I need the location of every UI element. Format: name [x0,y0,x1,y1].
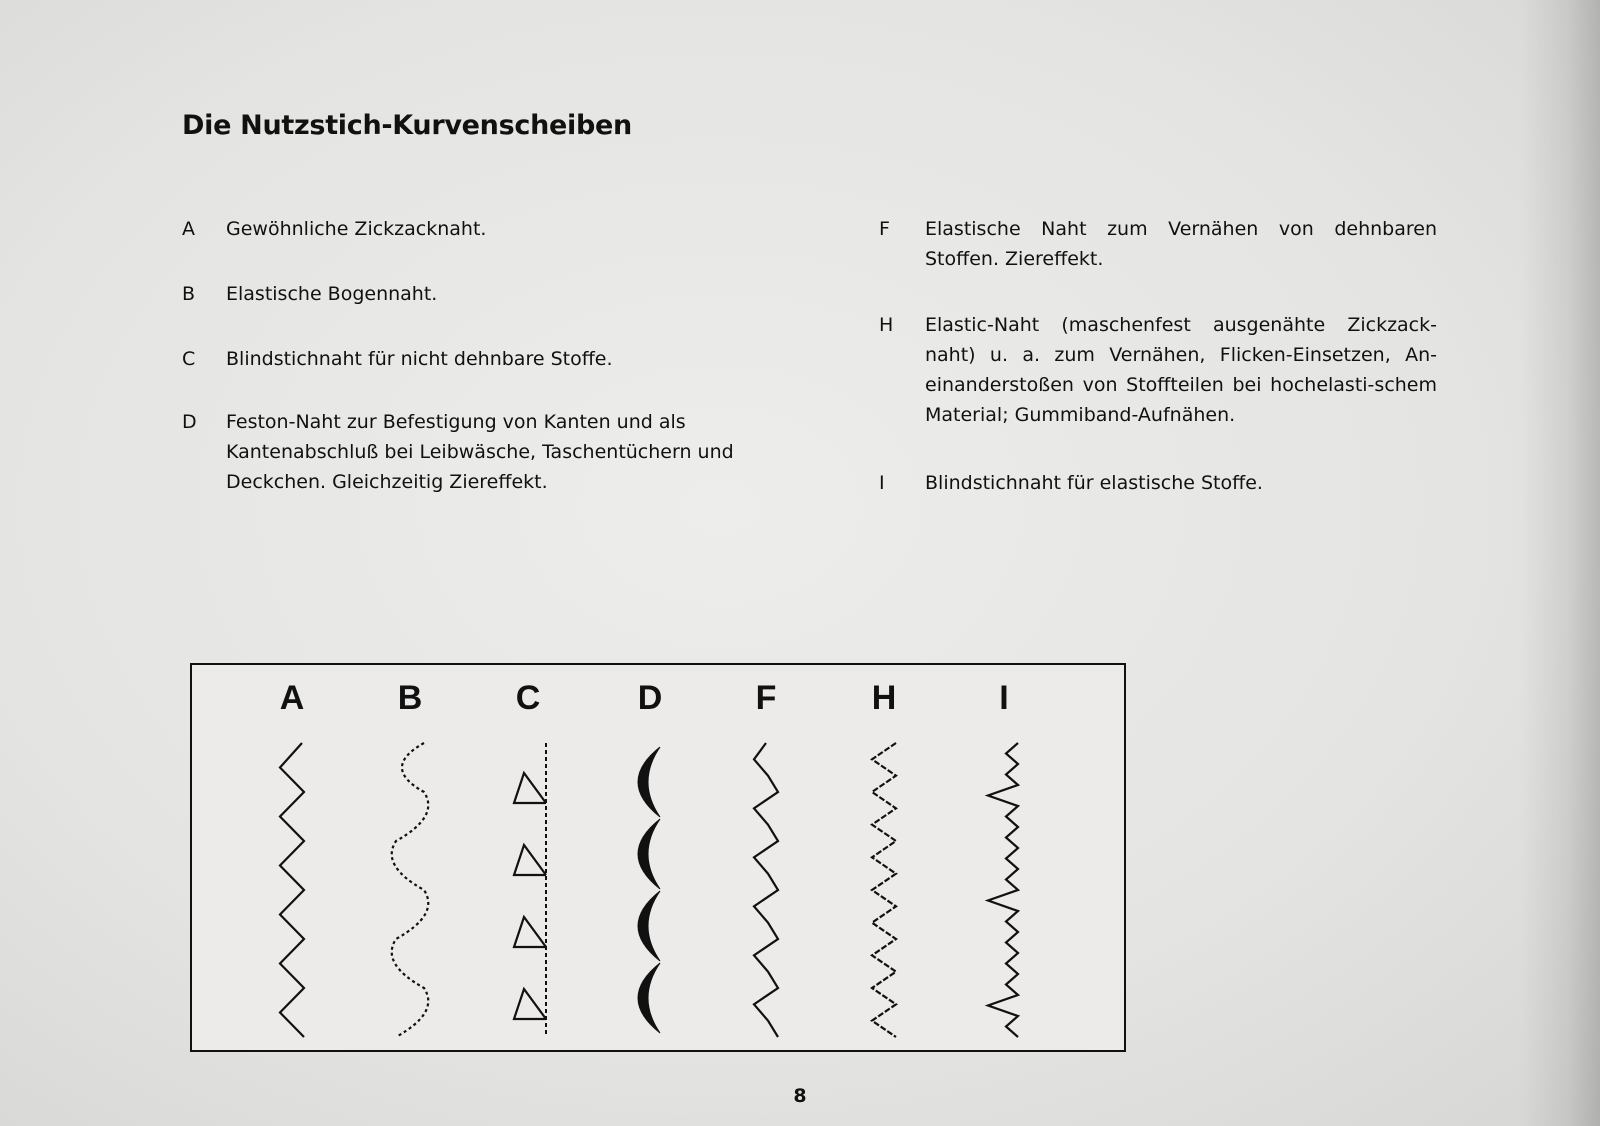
stitch-column-a [280,679,305,1037]
blind-stitch-bite [514,845,546,875]
item-text: Blindstichnaht für elastische Stoffe. [925,472,1263,494]
item-letter: D [182,411,197,433]
feston-scallop [638,819,660,889]
item-letter: B [182,283,196,305]
item-text: Elastische Bogennaht. [226,283,438,305]
blind-stitch-bite [514,773,546,803]
elastic-zigzag-stitch [872,743,896,1037]
stitch-label-h: H [871,679,897,717]
item-text: Elastische Naht zum Vernähen von dehnbaren Stoffen. Ziereffekt. [925,218,1437,270]
zigzag-stitch [280,743,304,1037]
stitch-label-d: D [637,679,663,717]
page-number: 8 [793,1085,807,1107]
item-text: Gewöhnliche Zickzacknaht. [226,218,487,240]
feston-scallop [638,747,660,817]
stitch-column-i [988,679,1018,1037]
item-text: Elastic-Naht (maschenfest ausgenähte Zickzack-naht) u. a. zum Vernähen, Flicken-Einsetzen, An-einanderstoßen von Stoffteilen bei hochelasti-schem Material; Gummiband-Aufnähen. [925,314,1437,426]
stitch-diagram [190,663,1126,1052]
gutter-shadow [1520,0,1600,1126]
item-letter: F [879,218,890,240]
blind-stitch-bite [514,917,546,947]
stitch-column-h [872,679,897,1037]
stitch-column-d [638,679,663,1033]
stitch-column-b [392,679,429,1037]
stitch-column-c [514,679,546,1037]
feston-scallop [638,891,660,961]
stitch-diagram-svg [192,665,1124,1050]
stitch-label-i: I [999,679,1009,717]
blind-stitch-bite [514,989,546,1019]
item-letter: A [182,218,195,240]
arc-stitch [392,743,429,1037]
item-letter: C [182,348,196,370]
stitch-label-f: F [755,679,777,717]
elastic-stitch [754,743,778,1037]
stitch-label-a: A [279,679,305,717]
item-letter: H [879,314,894,336]
page-title: Die Nutzstich-Kurvenscheiben [182,110,632,141]
stitch-label-c: C [515,679,541,717]
stitch-label-b: B [397,679,423,717]
item-text: Feston-Naht zur Befestigung von Kanten und als Kantenabschluß bei Leibwäsche, Taschentüchern und Deckchen. Gleichzeitig Ziereffekt. [226,411,734,493]
stitch-column-f [754,679,778,1037]
item-text: Blindstichnaht für nicht dehnbare Stoffe. [226,348,613,370]
feston-scallop [638,963,660,1033]
blind-elastic-stitch [988,743,1018,1037]
item-letter: I [879,472,885,494]
